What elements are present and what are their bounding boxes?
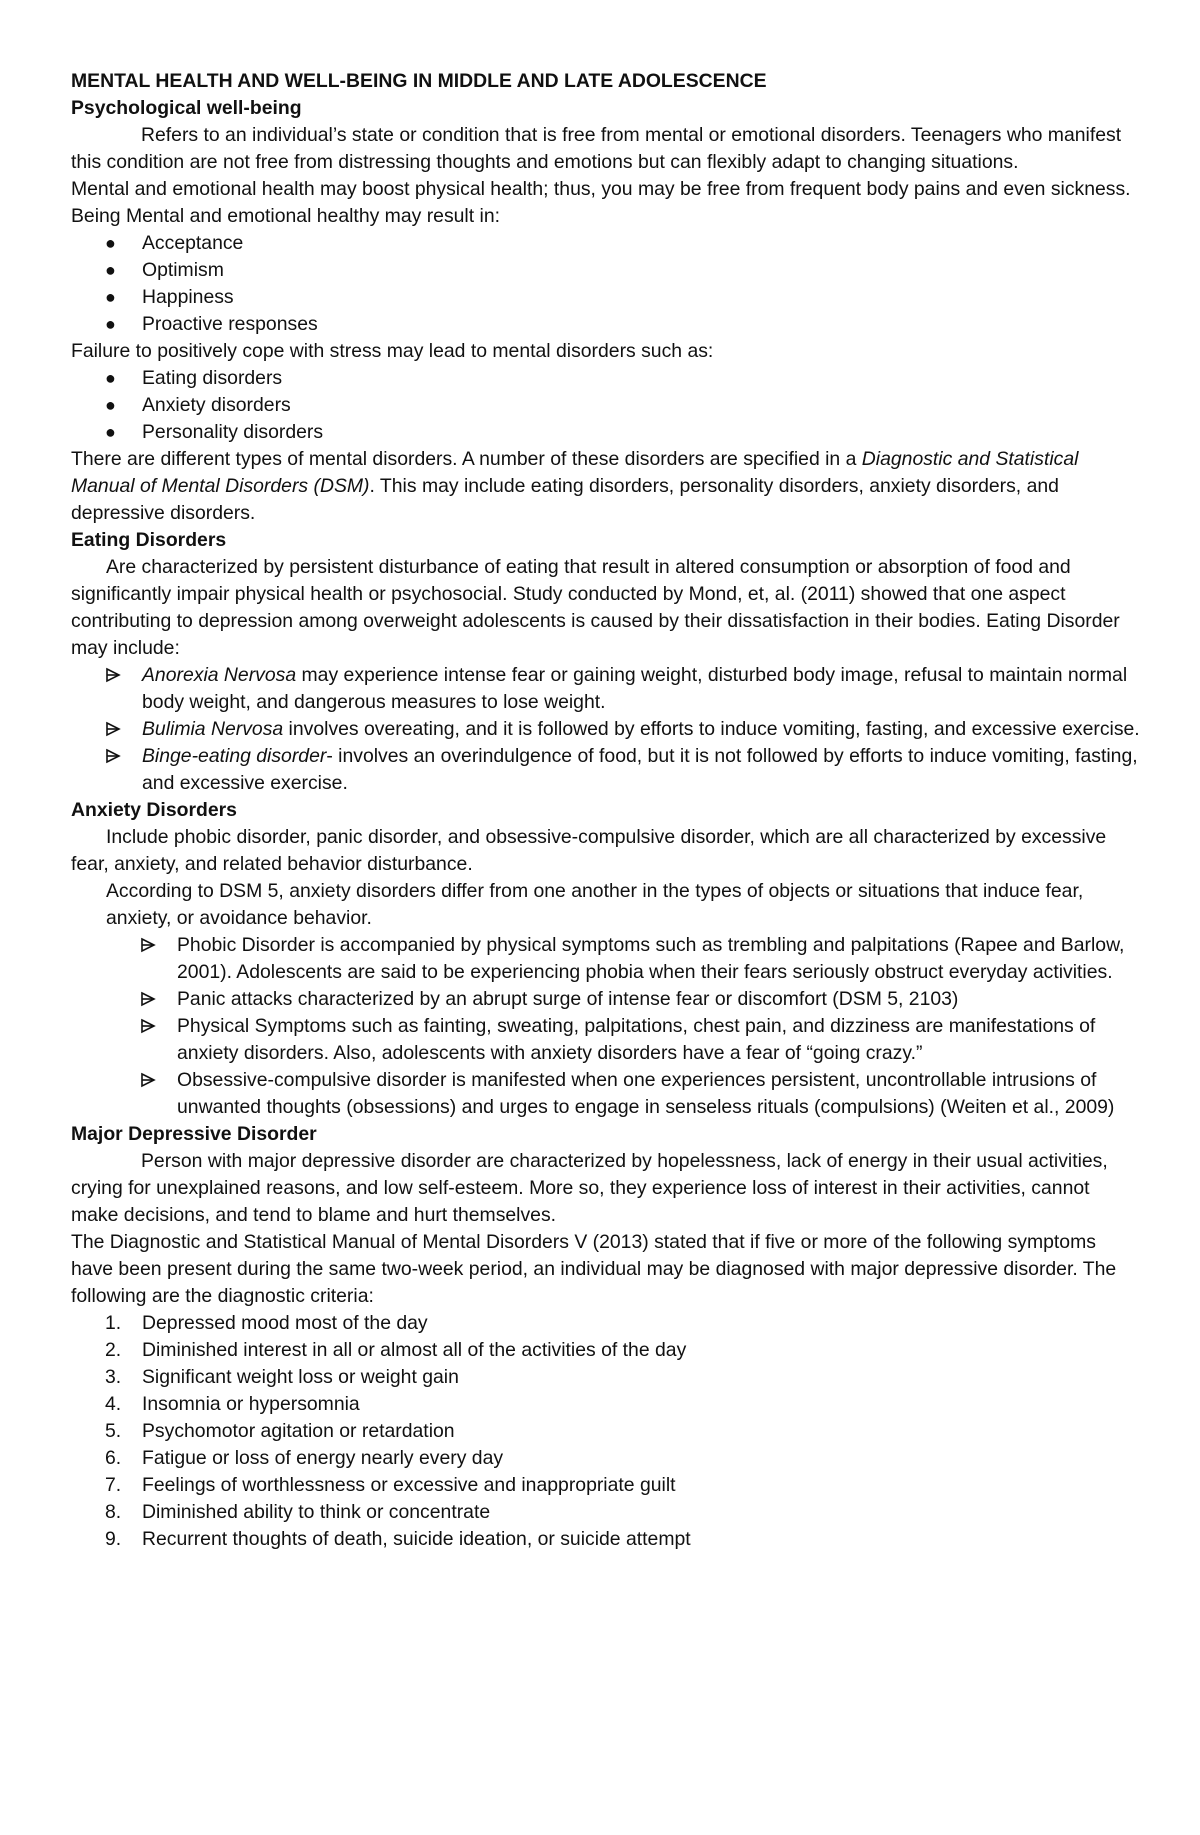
arrow-list-eating	[71, 662, 1140, 797]
paragraph: Failure to positively cope with stress may lead to mental disorders such as:	[71, 340, 714, 362]
arrow-list-anxiety	[71, 932, 1140, 1121]
list-item: ● Anxiety disorders	[71, 392, 1140, 419]
document-title: MENTAL HEALTH AND WELL-BEING IN MIDDLE AND LATE ADOLESCENCE	[71, 70, 767, 92]
list-item: ● Proactive responses	[71, 311, 1140, 338]
arrow-bullet-icon	[105, 662, 121, 689]
list-item: 6. Fatigue or loss of energy nearly every day	[105, 1447, 504, 1469]
paragraph: Mental and emotional health may boost physical health; thus, you may be free from frequent body pains and even sickness. Being Mental and emotional healthy may result in:	[71, 178, 1131, 227]
list-item: ● Happiness	[71, 284, 1140, 311]
bullet-list-results	[71, 230, 1140, 338]
list-item: Phobic Disorder is accompanied by physical symptoms such as trembling and palpitations (Rapee and Barlow, 2001). Adolescents are said to be experiencing phobia when their fears seriously obstruct everyday activities.	[71, 932, 1140, 986]
list-item: Physical Symptoms such as fainting, sweating, palpitations, chest pain, and dizziness are manifestations of anxiety disorders. Also, adolescents with anxiety disorders have a fear of “going crazy.”	[71, 1013, 1140, 1067]
paragraph: Refers to an individual’s state or condition that is free from mental or emotional disorders. Teenagers who manifest this condition are not free from distressing thoughts and emotions but can flexibly adapt to changing situations.	[71, 124, 1122, 173]
paragraph: There are different types of mental disorders. A number of these disorders are specified in a Diagnostic and Statistical Manual of Mental Disorders (DSM). This may include eating disorders, personality disorders, anxiety disorders, and depressive disorders.	[71, 448, 1079, 524]
list-item: 9. Recurrent thoughts of death, suicide ideation, or suicide attempt	[105, 1528, 691, 1550]
list-item: ● Personality disorders	[71, 419, 1140, 446]
bullet-icon: ●	[105, 260, 116, 280]
arrow-bullet-icon	[140, 932, 156, 959]
arrow-bullet-icon	[140, 1013, 156, 1040]
paragraph: Include phobic disorder, panic disorder, and obsessive-compulsive disorder, which are all characterized by excessive fear, anxiety, and related behavior disturbance.	[71, 826, 1107, 875]
paragraph: The Diagnostic and Statistical Manual of Mental Disorders V (2013) stated that if five or more of the following symptoms have been present during the same two-week period, an individual may be diagnosed with major depressive disorder. The following are the diagnostic criteria:	[71, 1231, 1117, 1307]
list-item: 7. Feelings of worthlessness or excessive and inappropriate guilt	[105, 1474, 676, 1496]
section-heading-anxiety-disorders: Anxiety Disorders	[71, 799, 237, 821]
paragraph: Are characterized by persistent disturbance of eating that result in altered consumption or absorption of food and significantly impair physical health or psychosocial. Study conducted by Mond, et, al. (2011) showed that one aspect contributing to depression among overweight adolescents is caused by their dissatisfaction in their bodies. Eating Disorder may include:	[71, 556, 1120, 659]
list-item: 3. Significant weight loss or weight gain	[105, 1366, 459, 1388]
bullet-icon: ●	[105, 368, 116, 388]
bullet-icon: ●	[105, 422, 116, 442]
dsm-title: Diagnostic and Statistical Manual of Mental Disorders (DSM)	[71, 448, 1079, 497]
list-item: Bulimia Nervosa involves overeating, and it is followed by efforts to induce vomiting, fasting, and excessive exercise.	[71, 716, 1140, 743]
section-heading-major-depressive-disorder: Major Depressive Disorder	[71, 1123, 317, 1145]
list-item: ● Optimism	[71, 257, 1140, 284]
list-item: 8. Diminished ability to think or concentrate	[105, 1501, 491, 1523]
list-item: 2. Diminished interest in all or almost all of the activities of the day	[105, 1339, 687, 1361]
list-item: Obsessive-compulsive disorder is manifested when one experiences persistent, uncontrollable intrusions of unwanted thoughts (obsessions) and urges to engage in senseless rituals (compulsions) (Weiten et al., 2009)	[71, 1067, 1140, 1121]
arrow-bullet-icon	[105, 743, 121, 770]
section-heading-psychological-well-being: Psychological well-being	[71, 97, 302, 119]
list-item: Binge-eating disorder- involves an overindulgence of food, but it is not followed by efforts to induce vomiting, fasting, and excessive exercise.	[71, 743, 1140, 797]
list-item: 5. Psychomotor agitation or retardation	[105, 1420, 455, 1442]
list-item: 1. Depressed mood most of the day	[105, 1312, 428, 1334]
list-item: 4. Insomnia or hypersomnia	[105, 1393, 360, 1415]
list-item: Panic attacks characterized by an abrupt surge of intense fear or discomfort (DSM 5, 2103)	[71, 986, 1140, 1013]
bullet-icon: ●	[105, 314, 116, 334]
numbered-list-criteria	[71, 1310, 1140, 1553]
section-heading-eating-disorders: Eating Disorders	[71, 529, 227, 551]
list-item: Anorexia Nervosa may experience intense fear or gaining weight, disturbed body image, refusal to maintain normal body weight, and dangerous measures to lose weight.	[71, 662, 1140, 716]
list-item: ● Eating disorders	[71, 365, 1140, 392]
arrow-bullet-icon	[140, 1067, 156, 1094]
bullet-icon: ●	[105, 233, 116, 253]
paragraph: Person with major depressive disorder are characterized by hopelessness, lack of energy in their usual activities, crying for unexplained reasons, and low self-esteem. More so, they experience loss of interest in their activities, cannot make decisions, and tend to blame and hurt themselves.	[71, 1150, 1108, 1226]
list-item: ● Acceptance	[71, 230, 1140, 257]
bullet-list-disorders	[71, 365, 1140, 446]
bullet-icon: ●	[105, 287, 116, 307]
bullet-icon: ●	[105, 395, 116, 415]
arrow-bullet-icon	[105, 716, 121, 743]
arrow-bullet-icon	[140, 986, 156, 1013]
paragraph: According to DSM 5, anxiety disorders differ from one another in the types of objects or situations that induce fear, anxiety, or avoidance behavior.	[106, 880, 1084, 929]
